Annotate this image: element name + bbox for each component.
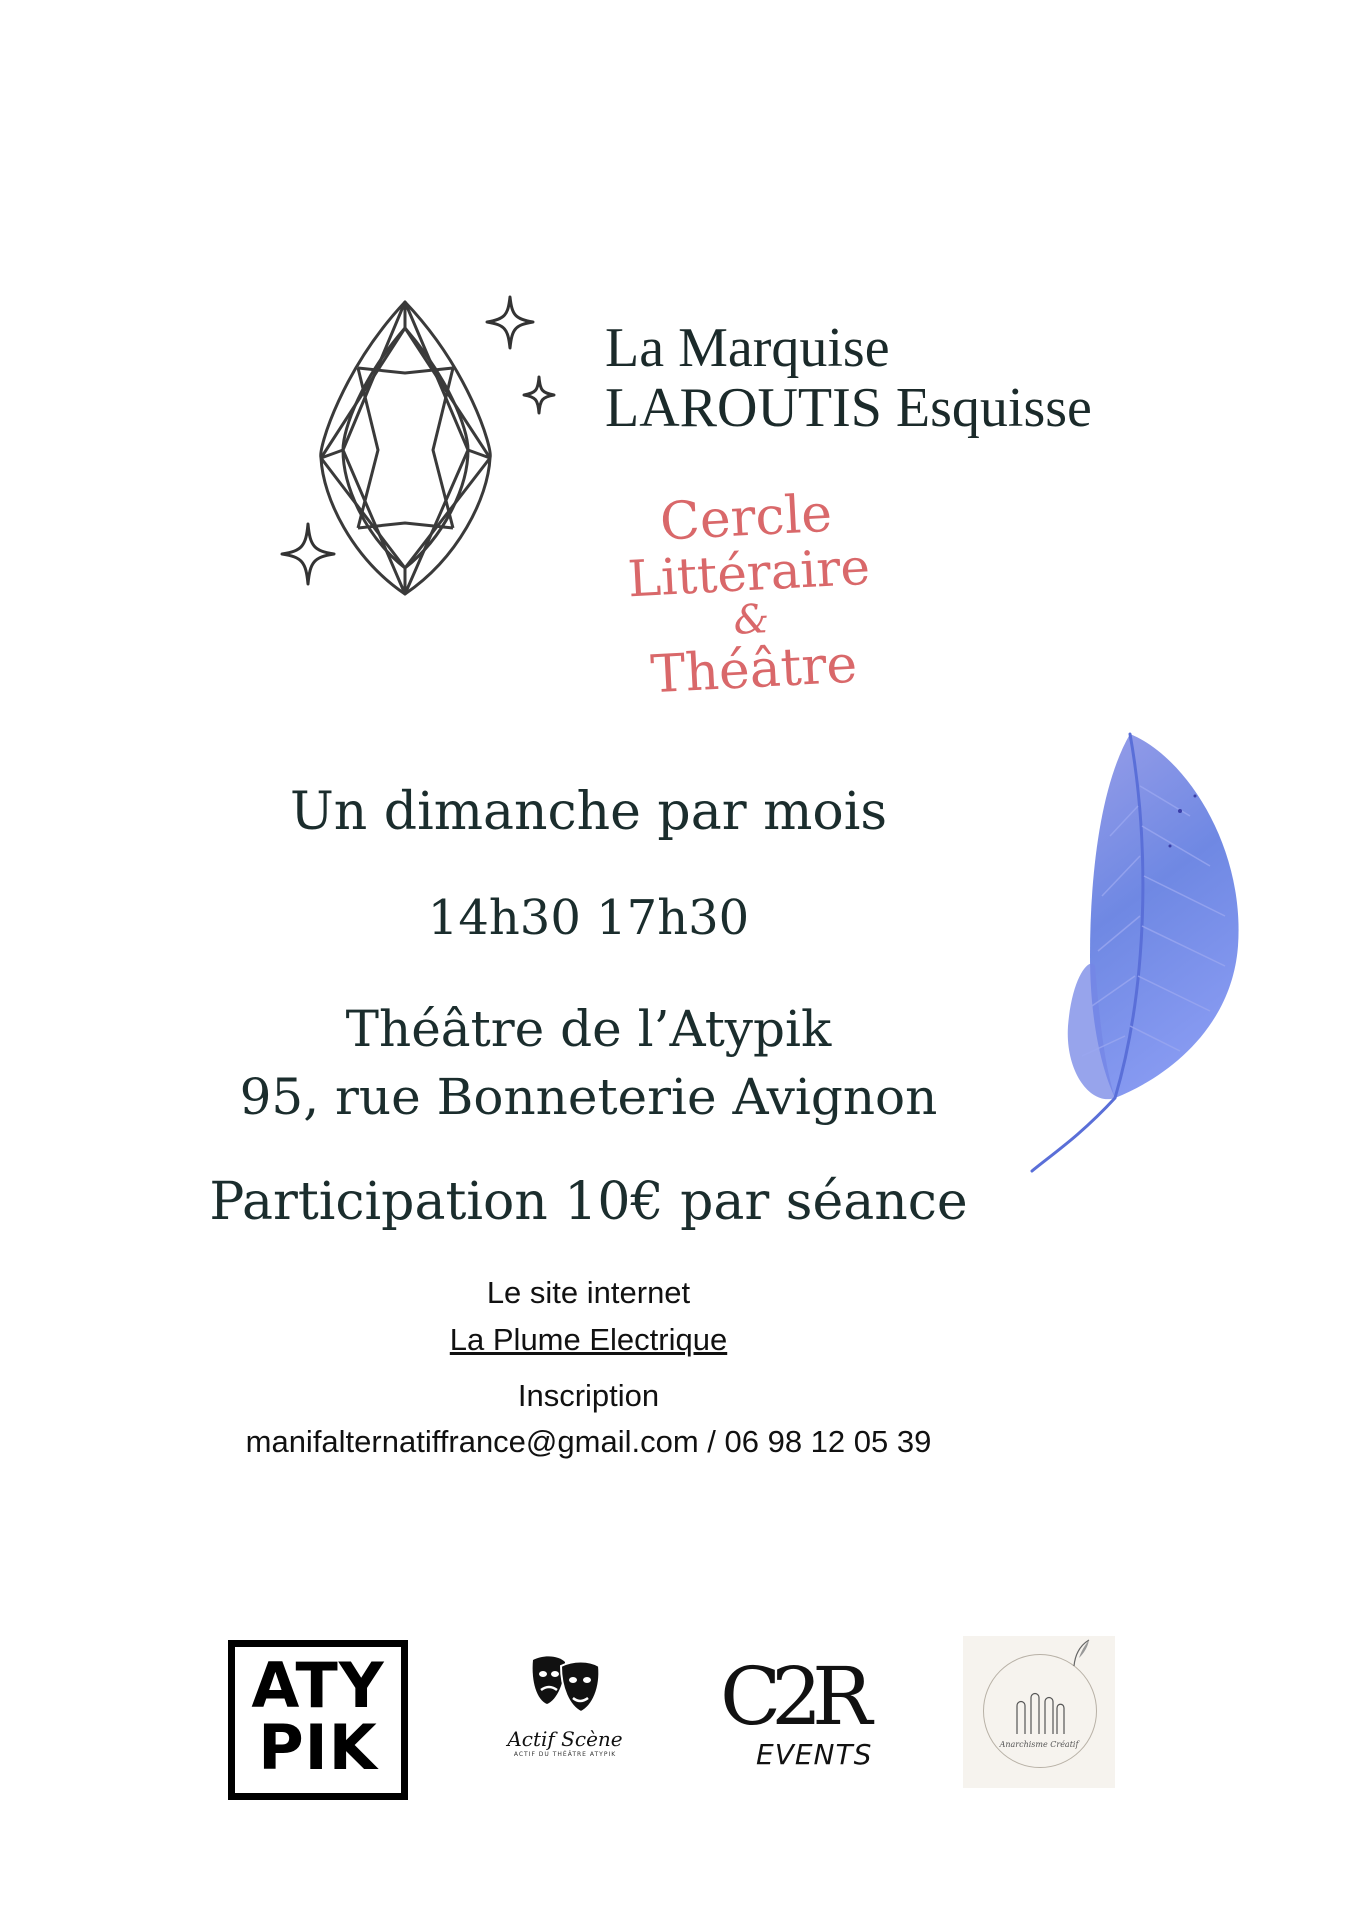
author-line-1: La Marquise: [605, 317, 890, 379]
sparkle-icon: [485, 295, 535, 350]
actif-scene-name: Actif Scène: [507, 1727, 623, 1751]
atypik-logo: [228, 1640, 408, 1800]
subtitle-ampersand: &: [732, 596, 771, 644]
sparkle-icon: [280, 522, 336, 586]
actif-scene-subtitle: ACTIF DU THÉÂTRE ATYPIK: [513, 1751, 617, 1758]
atypik-logo-line-1: ATY: [251, 1649, 385, 1722]
site-link[interactable]: La Plume Electrique: [449, 1322, 728, 1357]
anarchisme-creatif-text: Anarchisme Créatif: [999, 1740, 1079, 1749]
inscription-label: Inscription: [517, 1378, 660, 1413]
subtitle-line-2: Littéraire: [626, 537, 872, 609]
subtitle-line-1: Cercle: [658, 483, 834, 553]
site-label: Le site internet: [486, 1275, 691, 1310]
actif-scene-logo: [505, 1652, 625, 1772]
c2r-logo-mark: C2R: [720, 1650, 863, 1743]
author-line-2: LAROUTIS Esquisse: [605, 377, 1092, 439]
hands-icon: [1011, 1686, 1067, 1736]
c2r-events-logo: [720, 1650, 873, 1780]
event-price: Participation 10€ par séance: [209, 1172, 968, 1232]
c2r-logo-events: EVENTS: [756, 1738, 873, 1771]
contact-email-phone: manifalternatiffrance@gmail.com / 06 98 12 05 39: [245, 1424, 932, 1459]
atypik-logo-line-2: PIK: [258, 1711, 378, 1784]
quill-icon: [1071, 1638, 1093, 1668]
marquise-gem-icon: [318, 298, 493, 598]
subtitle-line-3: Théâtre: [649, 634, 859, 706]
event-subtitle: [615, 483, 886, 706]
author-name: [605, 318, 1092, 438]
event-hours: 14h30 17h30: [427, 890, 750, 946]
sparkle-icon: [522, 375, 556, 415]
event-frequency: Un dimanche par mois: [289, 782, 888, 842]
event-address: 95, rue Bonneterie Avignon: [239, 1068, 938, 1126]
theatre-masks-icon: [525, 1652, 605, 1718]
event-venue: Théâtre de l’Atypik: [345, 1000, 832, 1058]
anarchisme-creatif-logo: [963, 1636, 1115, 1788]
